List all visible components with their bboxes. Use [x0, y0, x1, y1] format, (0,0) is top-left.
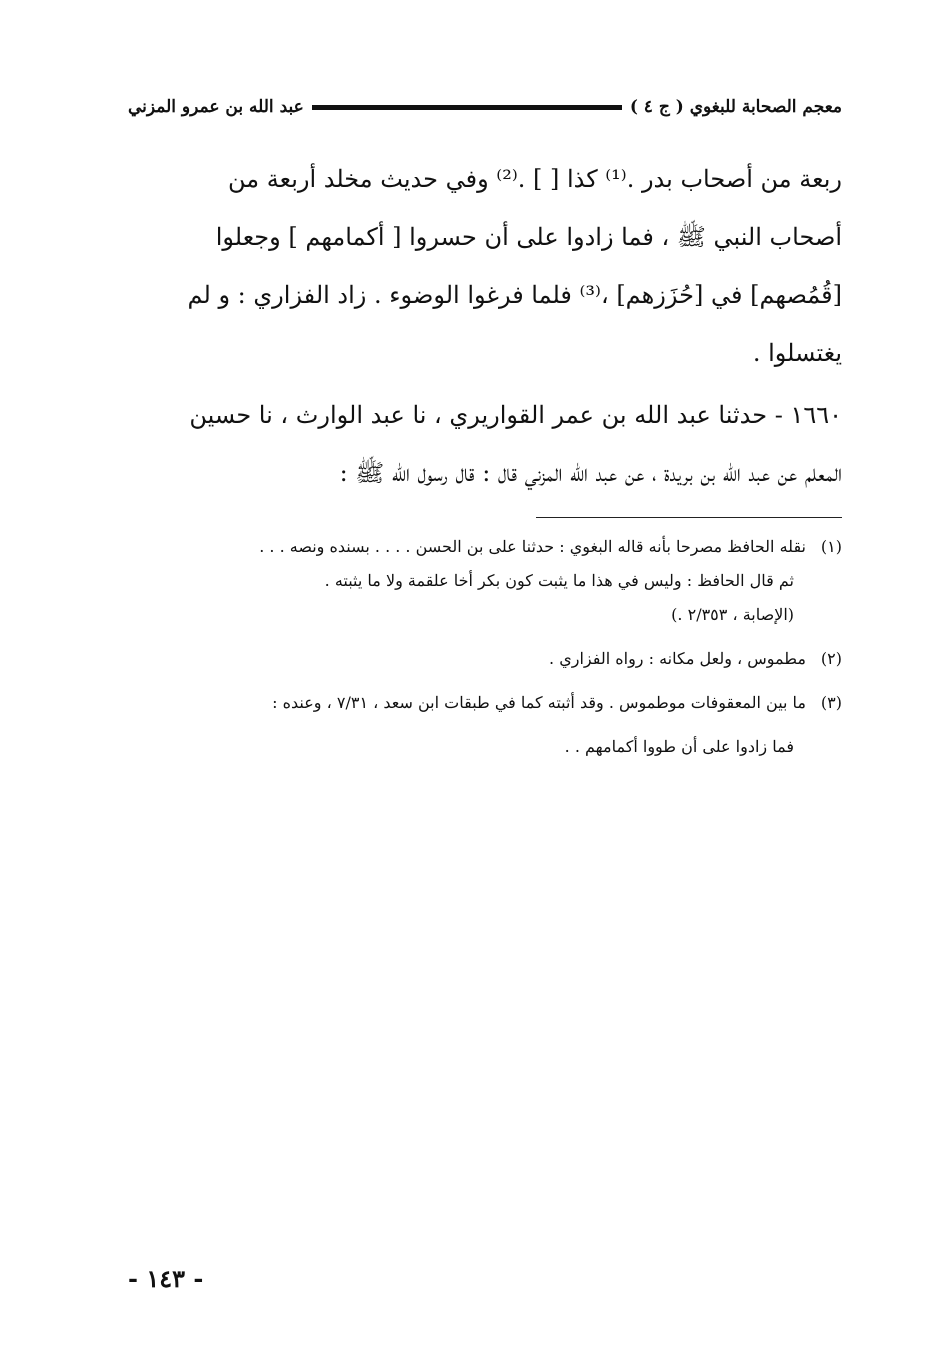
text-line: ١٦٦٠ - حدثنا عبد الله بن عمر القواريري ، نا عبد الوارث ، نا حسين: [189, 401, 842, 429]
footnote-number: (١): [820, 537, 842, 556]
main-text: [126, 150, 842, 502]
running-header: [128, 92, 842, 122]
section-title: عبد الله بن عمرو المزني: [128, 97, 304, 117]
footnote-number: (٣): [820, 693, 842, 712]
footnote-text: ثم قال الحافظ : وليس في هذا ما يثبت كون بكر أخا علقمة ولا ما يثبته .: [324, 571, 794, 590]
footnote-number: (٢): [820, 649, 842, 668]
footnote-2: [126, 642, 842, 676]
footnote-text: نقله الحافظ مصرحا بأنه قاله البغوي : حدثنا على بن الحسن . . . . بسنده ونصه . . .: [259, 537, 806, 556]
footnote-separator: [536, 517, 842, 518]
footnote-text: فما زادوا على أن طووا أكمامهم . .: [564, 737, 794, 756]
footnote-text: (الإصابة ، ٢/٣٥٣ .): [671, 605, 794, 624]
text-line: [قُمُصهم] في [حُزَزهم] ،⁽³⁾ فلما فرغوا الوضوء . زاد الفزاري : و لم: [187, 281, 842, 309]
footnote-1: [126, 530, 842, 564]
footnotes: [126, 530, 842, 764]
text-line: المعلم عن عبد الله بن بريدة ، عن عبد الله المزني قال : قال رسول الله ﷺ :: [339, 459, 842, 487]
text-line: ربعة من أصحاب بدر .⁽¹⁾ كذا [ ] .⁽²⁾ وفي حديث مخلد أربعة من: [228, 165, 842, 193]
text-line: يغتسلوا .: [752, 339, 842, 367]
book-title: معجم الصحابة للبغوي ( ج ٤ ): [629, 97, 842, 117]
footnote-text: ما بين المعقوفات موطموس . وقد أثبته كما في طبقات ابن سعد ، ٧/٣١ ، وعنده :: [272, 693, 806, 712]
text-line: أصحاب النبي ﷺ ، فما زادوا على أن حسروا [ أكمامهم ] وجعلوا: [215, 223, 842, 251]
footnote-3: [126, 686, 842, 720]
page-number: - ١٤٣ -: [128, 1264, 204, 1293]
footnote-text: مطموس ، ولعل مكانه : رواه الفزاري .: [549, 649, 806, 668]
header-rule: [312, 105, 622, 110]
